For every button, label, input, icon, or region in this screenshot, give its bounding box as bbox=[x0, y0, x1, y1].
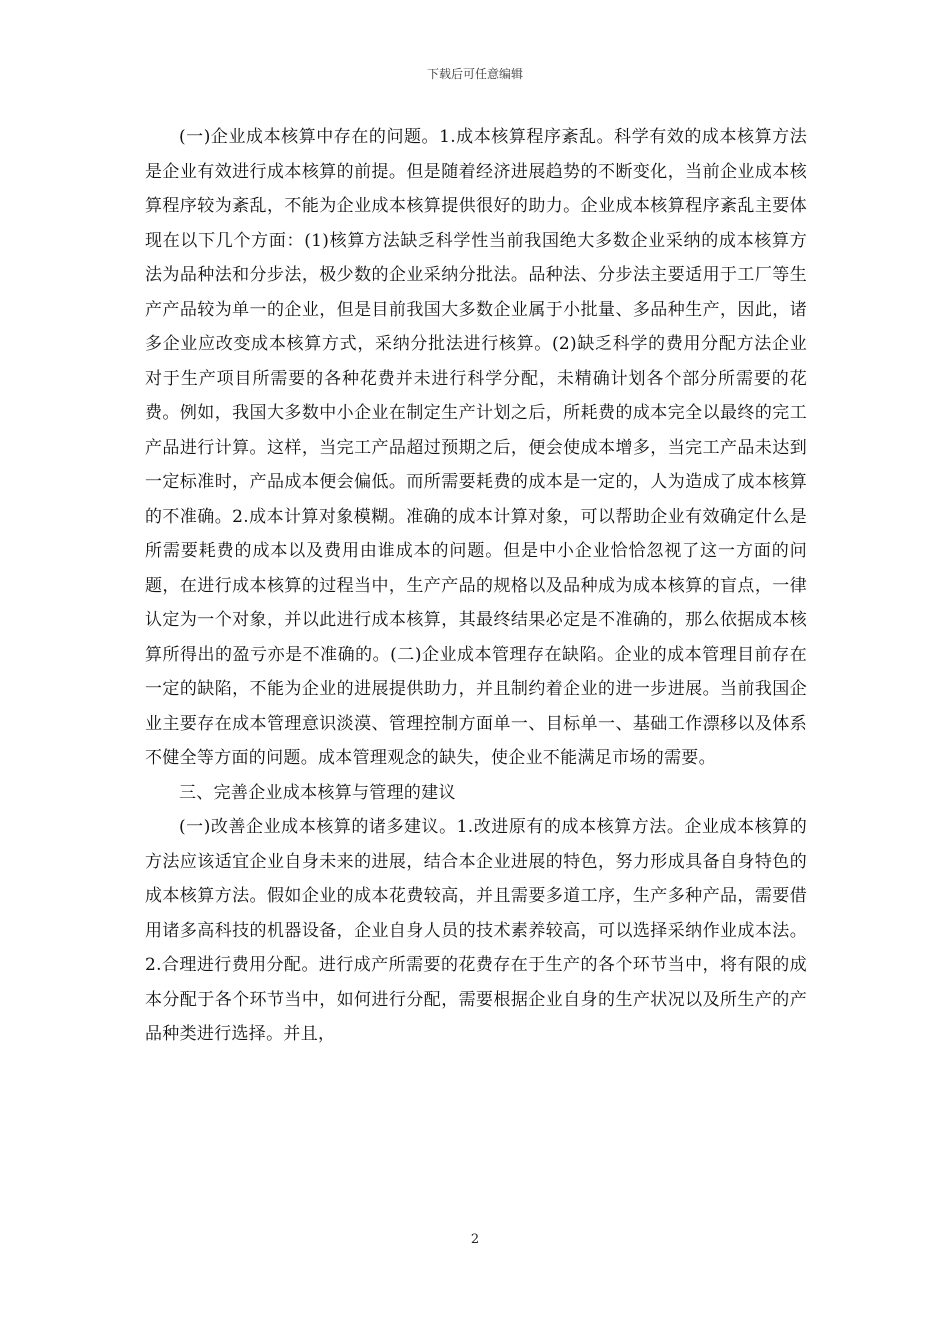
document-body bbox=[145, 120, 807, 1052]
page-number: 2 bbox=[470, 1232, 480, 1247]
paragraph-improvement-suggestions: (一)改善企业成本核算的诸多建议。1.改进原有的成本核算方法。企业成本核算的方法应该适宜企业自身未来的进展，结合本企业进展的特色，努力形成具备自身特色的成本核算方法。假如企业的成本花费较高，并且需要多道工序，生产多种产品，需要借用诸多高科技的机器设备，企业自身人员的技术素养较高，可以选择采纳作业成本法。2.合理进行费用分配。进行成产所需要的花费存在于生产的各个环节当中，将有限的成本分配于各个环节当中，如何进行分配，需要根据企业自身的生产状况以及所生产的产品种类进行选择。并且， bbox=[145, 817, 807, 1044]
section-heading-suggestions: 三、完善企业成本核算与管理的建议 bbox=[179, 782, 456, 803]
paragraph-cost-accounting-problems: (一)企业成本核算中存在的问题。1.成本核算程序紊乱。科学有效的成本核算方法是企业有效进行成本核算的前提。但是随着经济进展趋势的不断变化，当前企业成本核算程序较为紊乱，不能为企业成本核算提供很好的助力。企业成本核算程序紊乱主要体现在以下几个方面：(1)核算方法缺乏科学性当前我国绝大多数企业采纳的成本核算方法为品种法和分步法，极少数的企业采纳分批法。品种法、分步法主要适用于工厂等生产产品较为单一的企业，但是目前我国大多数企业属于小批量、多品种生产，因此，诸多企业应改变成本核算方式，采纳分批法进行核算。(2)缺乏科学的费用分配方法企业对于生产项目所需要的各种花费并未进行科学分配，未精确计划各个部分所需要的花费。例如，我国大多数中小企业在制定生产计划之后，所耗费的成本完全以最终的完工产品进行计算。这样，当完工产品超过预期之后，便会使成本增多，当完工产品未达到一定标准时，产品成本便会偏低。而所需要耗费的成本是一定的，人为造成了成本核算的不准确。2.成本计算对象模糊。准确的成本计算对象，可以帮助企业有效确定什么是所需要耗费的成本以及费用由谁成本的问题。但是中小企业恰恰忽视了这一方面的问题，在进行成本核算的过程当中，生产产品的规格以及品种成为成本核算的盲点，一律认定为一个对象，并以此进行成本核算，其最终结果必定是不准确的，那么依据成本核算所得出的盈亏亦是不准确的。(二)企业成本管理存在缺陷。企业的成本管理目前存在一定的缺陷，不能为企业的进展提供助力，并且制约着企业的进一步进展。当前我国企业主要存在成本管理意识淡漠、管理控制方面单一、目标单一、基础工作漂移以及体系不健全等方面的问题。成本管理观念的缺失，使企业不能满足市场的需要。 bbox=[145, 127, 807, 768]
page-header: 下载后可任意编辑 bbox=[426, 67, 523, 81]
